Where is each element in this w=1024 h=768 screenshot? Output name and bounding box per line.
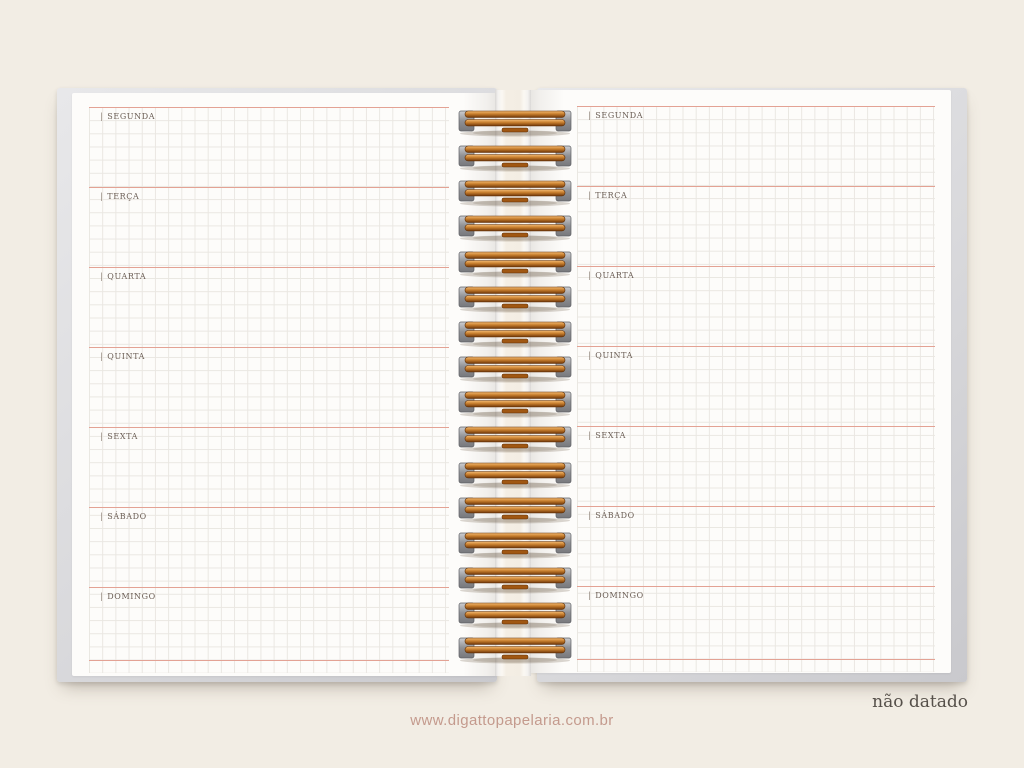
- day-section-thursday: [89, 347, 449, 427]
- binding-ring: [457, 318, 573, 348]
- day-label: [588, 111, 643, 120]
- bottom-separator-line: [577, 659, 935, 660]
- label-prefix: |: [588, 351, 592, 360]
- day-label: [100, 192, 139, 201]
- binding-ring: [457, 353, 573, 383]
- day-label: [588, 191, 627, 200]
- day-name: SEXTA: [107, 432, 138, 441]
- day-name: DOMINGO: [107, 592, 156, 601]
- day-section-tuesday: [577, 186, 935, 266]
- day-label: [588, 271, 634, 280]
- left-page: [72, 93, 497, 676]
- day-name: SÁBADO: [595, 511, 635, 520]
- day-section-saturday: [577, 506, 935, 586]
- label-prefix: |: [588, 191, 592, 200]
- day-label: [588, 431, 626, 440]
- day-name: QUINTA: [107, 352, 146, 361]
- binding-ring: [457, 142, 573, 172]
- right-page-grid: [577, 106, 935, 672]
- day-label: [588, 351, 633, 360]
- footer-website-url: www.digattopapelaria.com.br: [410, 712, 614, 729]
- day-section-tuesday: [89, 187, 449, 267]
- day-name: TERÇA: [595, 191, 628, 200]
- binding-ring: [457, 283, 573, 313]
- day-label: [100, 592, 156, 601]
- day-section-thursday: [577, 346, 935, 426]
- day-section-wednesday: [577, 266, 935, 346]
- day-label: [100, 432, 138, 441]
- label-prefix: |: [100, 432, 104, 441]
- label-prefix: |: [588, 511, 592, 520]
- label-prefix: |: [100, 112, 104, 121]
- day-section-monday: [89, 107, 449, 187]
- bottom-separator-line: [89, 660, 449, 661]
- binding-ring: [457, 212, 573, 242]
- label-prefix: |: [100, 592, 104, 601]
- day-name: TERÇA: [107, 192, 140, 201]
- day-section-wednesday: [89, 267, 449, 347]
- label-prefix: |: [100, 512, 104, 521]
- day-name: SEXTA: [595, 431, 626, 440]
- day-name: SEGUNDA: [595, 111, 644, 120]
- day-section-sunday: [577, 586, 935, 666]
- day-name: DOMINGO: [595, 591, 644, 600]
- footer-note-nao-datado: não datado: [872, 692, 968, 712]
- day-name: QUARTA: [107, 272, 147, 281]
- day-name: QUARTA: [595, 271, 635, 280]
- binding-ring: [457, 634, 573, 664]
- binding-ring: [457, 599, 573, 629]
- binding-ring: [457, 459, 573, 489]
- binding-ring: [457, 107, 573, 137]
- label-prefix: |: [588, 431, 592, 440]
- day-label: [100, 512, 147, 521]
- day-label: [100, 352, 145, 361]
- label-prefix: |: [100, 352, 104, 361]
- day-name: SEGUNDA: [107, 112, 156, 121]
- label-prefix: |: [588, 271, 592, 280]
- day-label: [100, 272, 146, 281]
- right-page: [530, 90, 951, 673]
- left-page-grid: [89, 107, 449, 673]
- label-prefix: |: [588, 111, 592, 120]
- day-section-monday: [577, 106, 935, 186]
- binding-ring: [457, 423, 573, 453]
- binding-ring: [457, 388, 573, 418]
- label-prefix: |: [100, 192, 104, 201]
- day-name: SÁBADO: [107, 512, 147, 521]
- day-label: [588, 511, 635, 520]
- day-label: [100, 112, 155, 121]
- binding-ring: [457, 494, 573, 524]
- day-label: [588, 591, 644, 600]
- label-prefix: |: [588, 591, 592, 600]
- binding-ring: [457, 529, 573, 559]
- label-prefix: |: [100, 272, 104, 281]
- binding-ring: [457, 177, 573, 207]
- day-section-friday: [89, 427, 449, 507]
- day-name: QUINTA: [595, 351, 634, 360]
- day-section-friday: [577, 426, 935, 506]
- binding-ring: [457, 564, 573, 594]
- day-section-saturday: [89, 507, 449, 587]
- binding-ring: [457, 248, 573, 278]
- day-section-sunday: [89, 587, 449, 667]
